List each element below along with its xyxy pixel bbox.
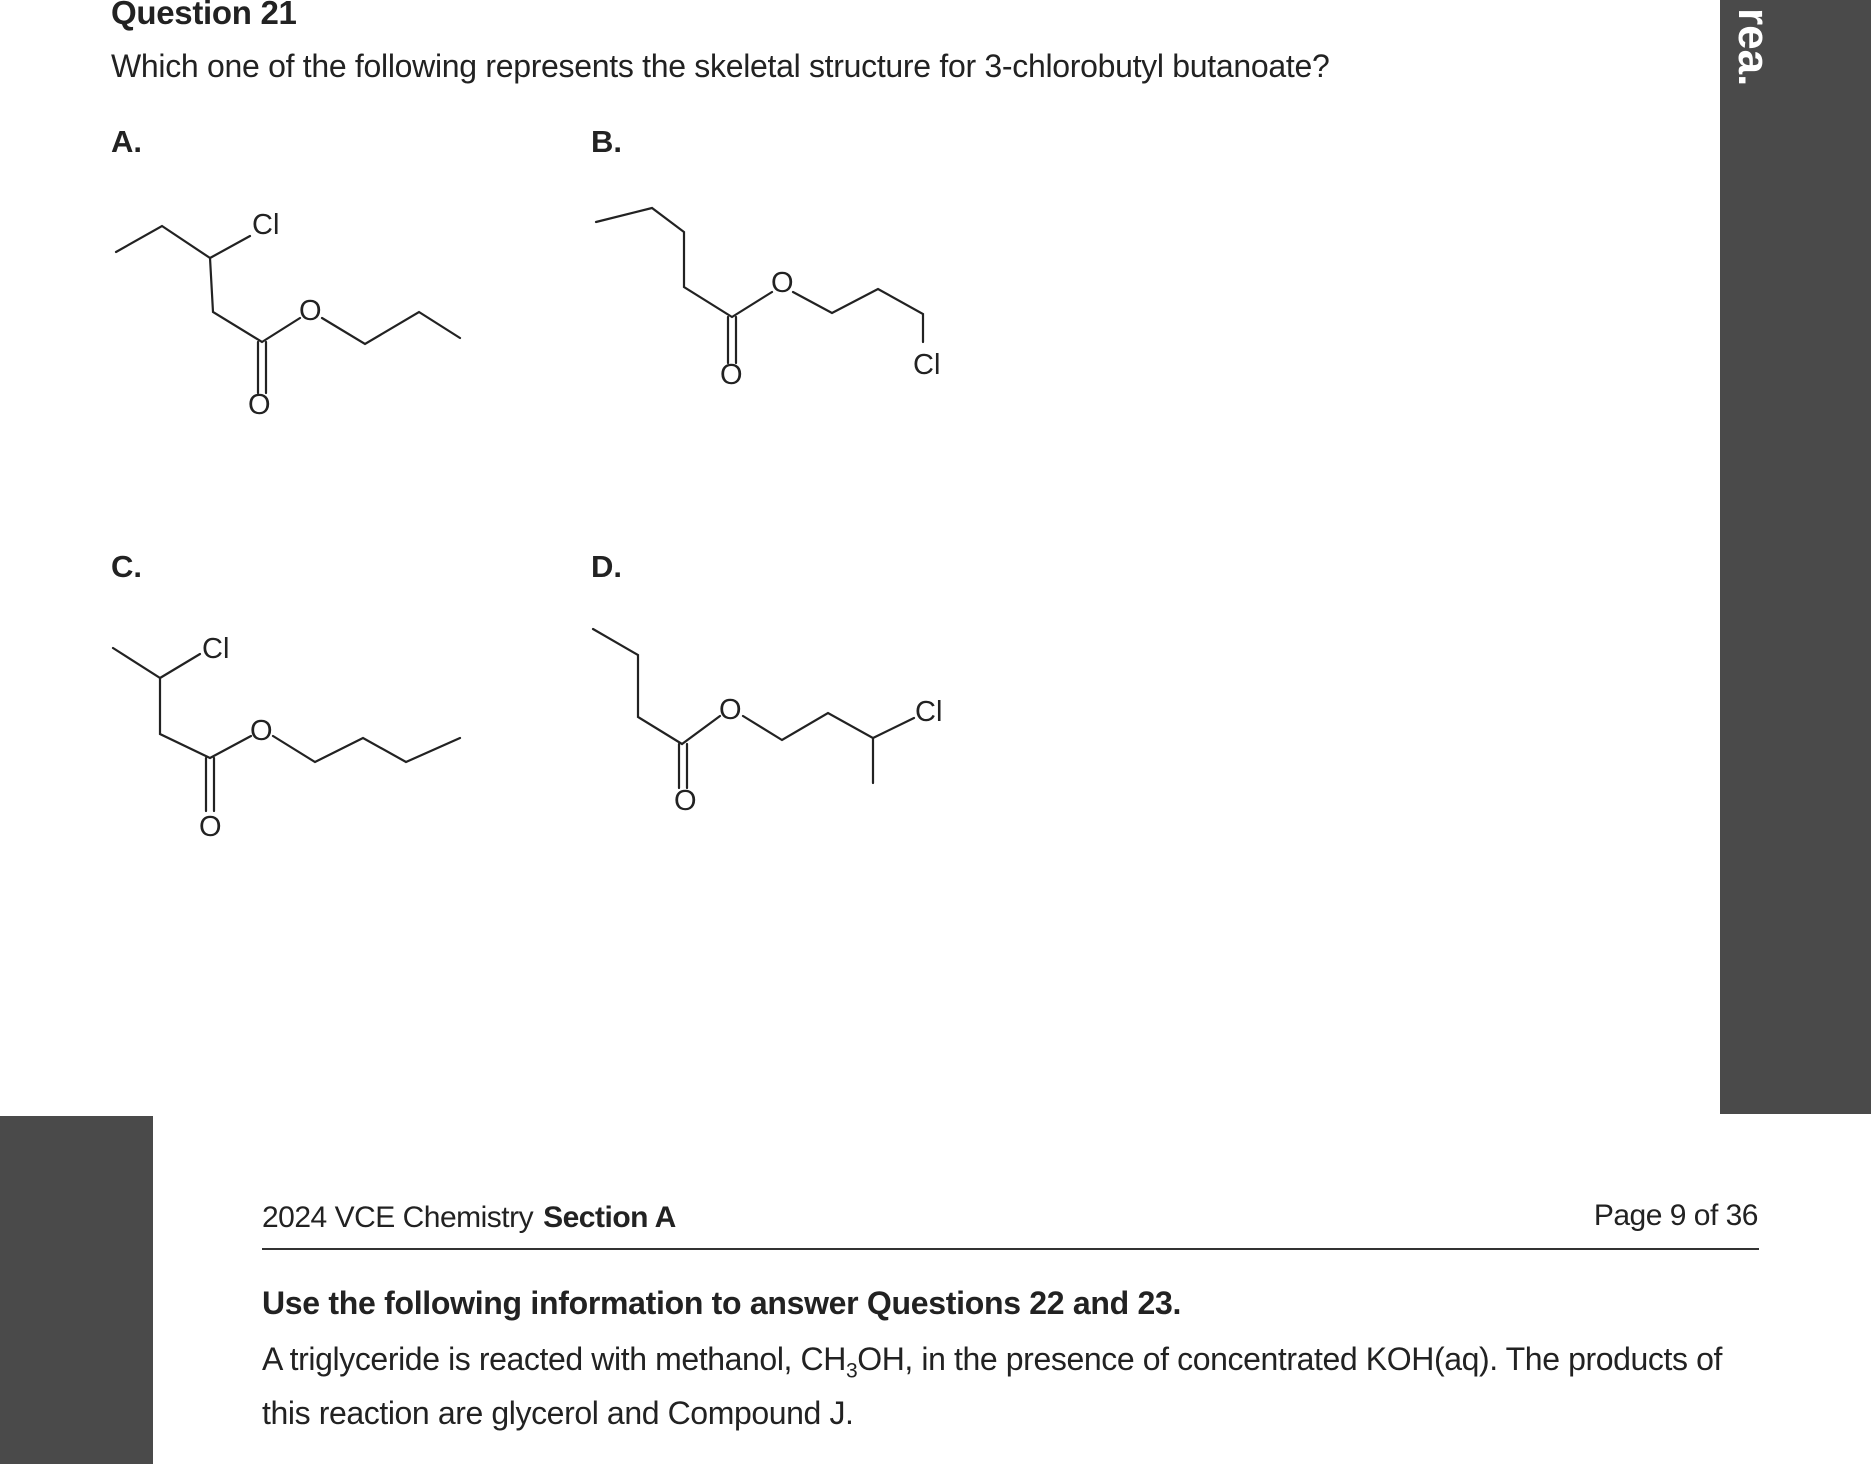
footer-page-number: Page 9 of 36 [1593,1199,1758,1232]
footer-divider [262,1248,1759,1250]
atom-cl: Cl [913,349,941,381]
atom-o: O [299,295,322,327]
left-margin-bar [0,1116,153,1464]
atom-o: O [771,267,794,299]
atom-cl: Cl [915,696,943,728]
info-heading: Use the following information to answer Questions 22 and 23. [262,1285,1182,1321]
info-text: A triglyceride is reacted with methanol, $CH_3OH$, in the presence of concentrated KOH(aq). The products of this reaction are glycerol and Compound J. [262,1341,1723,1432]
atom-o: O [199,811,222,843]
right-margin-text: rea. [1729,8,1778,87]
atom-o: O [719,694,742,726]
atom-o: O [248,389,271,421]
atom-cl: Cl [252,209,280,241]
option-d-label: D. [591,549,622,584]
atom-o: O [250,715,273,747]
option-c-label: C. [111,549,142,584]
structure-a [116,226,460,393]
right-margin-bar [1720,0,1871,1114]
option-b-label: B. [591,124,622,159]
atom-o: O [720,359,743,391]
structure-d [593,629,914,788]
question-title: Question 21 [111,0,297,31]
atom-o: O [674,785,697,817]
atom-cl: Cl [202,633,230,665]
question-text: Which one of the following represents the skeletal structure for 3-chlorobutyl butanoate? [111,48,1330,84]
option-a-label: A. [111,124,142,159]
footer-section: Section A [543,1201,676,1234]
structure-c [113,648,460,811]
footer-course: 2024 VCE Chemistry Section A [262,1201,676,1234]
structure-b [596,208,923,363]
